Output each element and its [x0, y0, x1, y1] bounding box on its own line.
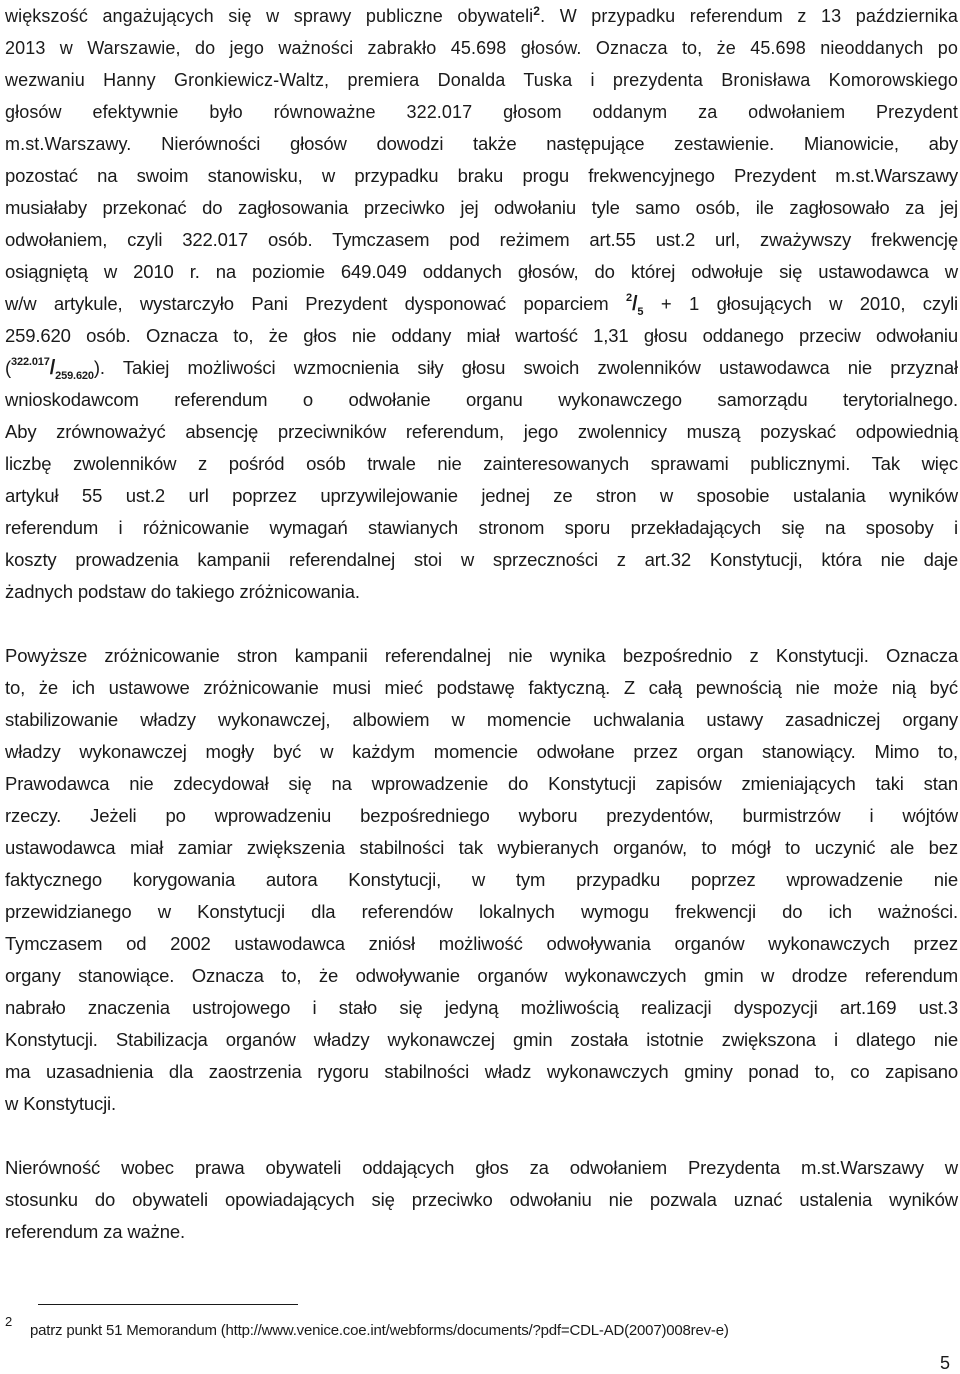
fraction-denominator: 5: [637, 306, 644, 318]
text-line: nabrało znaczenia ustrojowego i stało się jedyną możliwością realizacji dyspozycji art.169 ust.3: [5, 997, 958, 1018]
text-line: Aby zrównoważyć absencję przeciwników referendum, jego zwolennicy muszą pozyskać odpowiednią: [5, 421, 958, 442]
text-line: liczbę zwolenników z pośród osób trwale nie zainteresowanych sprawami publicznymi. Tak więc: [5, 453, 958, 474]
footnote-separator: [38, 1304, 298, 1305]
text-line: Tymczasem od 2002 ustawodawca zniósł możliwość odwoływania organów wykonawczych przez: [5, 933, 958, 954]
text-line: władzy wykonawczej mogły być w każdym momencie odwołane przez organ stanowiący. Mimo to,: [5, 741, 958, 762]
text-span: m.st.Warszawy.: [5, 134, 132, 154]
text-line: artykuł 55 ust.2 url poprzez uprzywilejowanie jednej ze stron w sposobie ustalania wyników: [5, 485, 958, 506]
text-line: Konstytucji. Stabilizacja organów władzy wykonawczej gmin została istotnie zwiększona i dlatego nie: [5, 1029, 958, 1050]
text-span: Nierówności głosów dowodzi także następujące zestawienie. Mianowicie, aby: [131, 133, 958, 154]
text-span: (: [5, 357, 12, 378]
fraction-numerator: 2: [626, 292, 632, 304]
text-line: faktycznego korygowania autora Konstytucji, w tym przypadku poprzez wprowadzenie nie: [5, 869, 958, 890]
text-line: [5, 128, 958, 160]
text-span: . W przypadku referendum z 13 października: [540, 6, 958, 26]
footnote-text[interactable]: patrz punkt 51 Memorandum (http://www.venice.coe.int/webforms/documents/?pdf=CDL-AD(2007)008rev-e): [30, 1322, 729, 1339]
text-span: w/w artykule, wystarczyło Pani Prezydent dysponować poparciem: [5, 293, 609, 314]
page-number: 5: [940, 1353, 951, 1373]
fraction-slash: /: [49, 357, 56, 379]
text-line: [5, 352, 958, 384]
fraction-denominator: 259.620: [55, 370, 94, 382]
text-line: to, że ich ustawowe zróżnicowanie musi mieć podstawę faktyczną. Z całą pewnością nie może nią być: [5, 677, 958, 698]
text-line: stabilizowanie władzy wykonawczej, albowiem w momencie uchwalania ustawy zasadniczej organy: [5, 709, 958, 730]
text-line: Nierówność wobec prawa obywateli oddających głos za odwołaniem Prezydenta m.st.Warszawy w: [5, 1157, 958, 1178]
text-line: wnioskodawcom referendum o odwołanie organu wykonawczego samorządu terytorialnego.: [5, 389, 958, 410]
text-line: w Konstytucji.: [5, 1093, 116, 1114]
text-line: odwołaniem, czyli 322.017 osób. Tymczasem pod reżimem art.55 ust.2 url, zważywszy frekwencję: [5, 229, 958, 250]
text-line: koszty prowadzenia kampanii referendalnej stoi w sprzeczności z art.32 Konstytucji, która nie daje: [5, 549, 958, 570]
text-line: Prawodawca nie zdecydował się na wprowadzenie do Konstytucji zapisów zmieniających taki stan: [5, 773, 958, 794]
fraction-numerator: 322.017: [11, 356, 50, 368]
text-line: [5, 0, 958, 32]
text-line: pozostać na swoim stanowisku, w przypadku braku progu frekwencyjnego Prezydent m.st.Warszawy: [5, 165, 958, 186]
footnote-ref[interactable]: 2: [533, 4, 541, 18]
text-line: 2013 w Warszawie, do jego ważności zabrakło 45.698 głosów. Oznacza to, że 45.698 nieoddanych po: [5, 38, 958, 58]
text-line: osiągniętą w 2010 r. na poziomie 649.049 oddanych głosów, do której odwołuje się ustawodawca w: [5, 261, 958, 282]
text-line: organy stanowiące. Oznacza to, że odwoływanie organów wykonawczych gmin w drodze referendum: [5, 965, 958, 986]
text-span: ). Takiej możliwości wzmocnienia siły głosu swoich zwolenników ustawodawca nie przyznał: [93, 357, 958, 378]
text-line: ma uzasadnienia dla zaostrzenia rygoru stabilności władz wykonawczych gminy ponad to, co zapisano: [5, 1061, 958, 1082]
text-line: [5, 288, 958, 320]
text-line: głosów efektywnie było równoważne 322.017 głosom oddanym za odwołaniem Prezydent: [5, 102, 958, 122]
text-line: 259.620 osób. Oznacza to, że głos nie oddany miał wartość 1,31 głosu oddanego przeciw odwołaniu: [5, 325, 958, 346]
text-line: Powyższe zróżnicowanie stron kampanii referendalnej nie wynika bezpośrednio z Konstytucji. Oznacza: [5, 645, 958, 666]
text-line: musiałaby przekonać do zagłosowania przeciwko jej odwołaniu tyle samo osób, ile zagłosowało za jej: [5, 197, 958, 218]
text-line: żadnych podstaw do takiego zróżnicowania.: [5, 581, 360, 602]
fraction-slash: /: [631, 293, 638, 315]
text-line: rzeczy. Jeżeli po wprowadzeniu bezpośredniego wyboru prezydentów, burmistrzów i wójtów: [5, 805, 958, 826]
text-line: przewidzianego w Konstytucji dla referendów lokalnych wymogu frekwencji do ich ważności.: [5, 901, 958, 922]
footnote-number: 2: [5, 1314, 13, 1329]
text-line: wezwaniu Hanny Gronkiewicz-Waltz, premiera Donalda Tuska i prezydenta Bronisława Komorowskiego: [5, 70, 958, 90]
text-span: większość angażujących się w sprawy publiczne obywateli: [5, 6, 534, 26]
text-line: referendum i różnicowanie wymagań stawianych stronom sporu przekładających się na sposoby i: [5, 517, 958, 538]
text-line: referendum za ważne.: [5, 1221, 186, 1242]
text-line: ustawodawca miał zamiar zwiększenia stabilności tak wybieranych organów, to mógł to uczynić ale bez: [5, 837, 958, 858]
text-span: + 1 głosujących w 2010, czyli: [660, 293, 958, 314]
text-line: stosunku do obywateli opowiadających się przeciwko odwołaniu nie pozwala uznać ustalenia wyników: [5, 1189, 958, 1210]
